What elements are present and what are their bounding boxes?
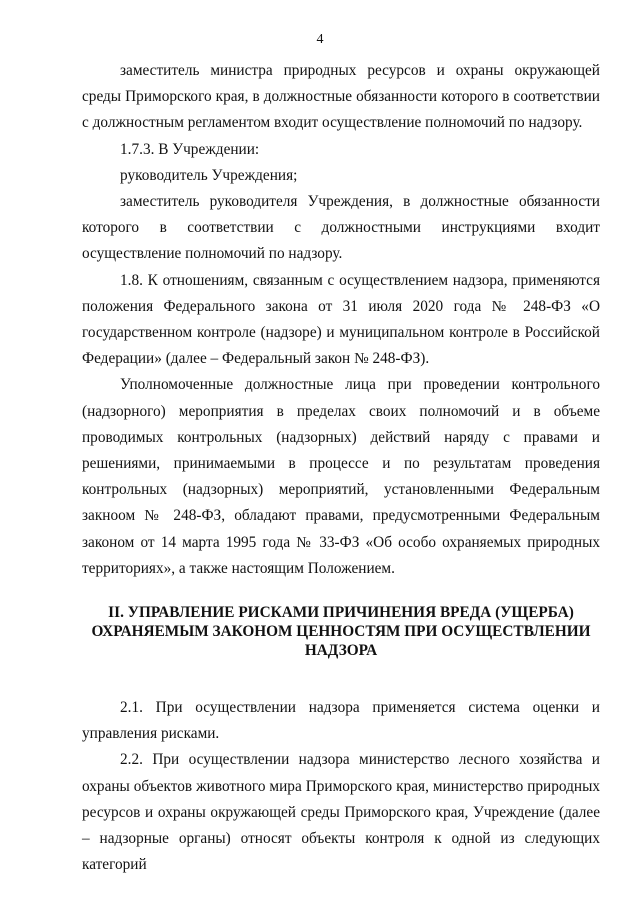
paragraph-1-8: 1.8. К отношениям, связанным с осуществлением надзора, применяются положения Федерального закона от 31 июля 2020 года № 248-ФЗ «О государственном контроле (надзоре) и муниципальном контроле в Российской Федерации» (далее – Федеральный закон № 248-ФЗ).	[82, 271, 600, 368]
paragraph-institution-head: руководитель Учреждения;	[120, 166, 298, 184]
document-body	[82, 58, 600, 582]
section-2-heading	[82, 603, 600, 660]
paragraph-institution-heading: 1.7.3. В Учреждении:	[120, 140, 260, 158]
section-2-body	[82, 695, 600, 878]
paragraph-2-1: 2.1. При осуществлении надзора применяется система оценки и управления рисками.	[82, 699, 600, 743]
paragraph-authorized-officials: Уполномоченные должностные лица при проведении контрольного (надзорного) мероприятия в пределах своих полномочий и в объеме проводимых контрольных (надзорных) действий наряду с правами и решениями, принимаемыми в процессе и по результатам проведения контрольных (надзорных) мероприятий, установленными Федеральным закноом № 248-ФЗ, обладают правами, предусмотренными Федеральным законом от 14 марта 1995 года № 33-ФЗ «Об особо охраняемых природных территориях», а также настоящим Положением.	[82, 376, 600, 577]
paragraph-deputy-head: заместитель руководителя Учреждения, в должностные обязанности которого в соответствии с должностными инструкциями входит осуществление полномочий по надзору.	[82, 193, 600, 263]
page-number: 4	[316, 32, 324, 47]
section-2-heading-line-1: II. УПРАВЛЕНИЕ РИСКАМИ ПРИЧИНЕНИЯ ВРЕДА (УЩЕРБА)	[108, 604, 574, 621]
paragraph-2-2: 2.2. При осуществлении надзора министерство лесного хозяйства и охраны объектов животного мира Приморского края, министерство природных ресурсов и охраны окружающей среды Приморского края, Учреждение (далее – надзорные органы) относят объекты контроля к одной из следующих категорий	[82, 751, 600, 874]
paragraph-deputy-minister: заместитель министра природных ресурсов и охраны окружающей среды Приморского края, в должностные обязанности которого в соответствии с должностным регламентом входит осуществление полномочий по надзору.	[82, 62, 600, 132]
section-2-heading-line-2: ОХРАНЯЕМЫМ ЗАКОНОМ ЦЕННОСТЯМ ПРИ ОСУЩЕСТВЛЕНИИ	[91, 623, 591, 640]
section-2-heading-line-3: НАДЗОРА	[304, 642, 378, 659]
